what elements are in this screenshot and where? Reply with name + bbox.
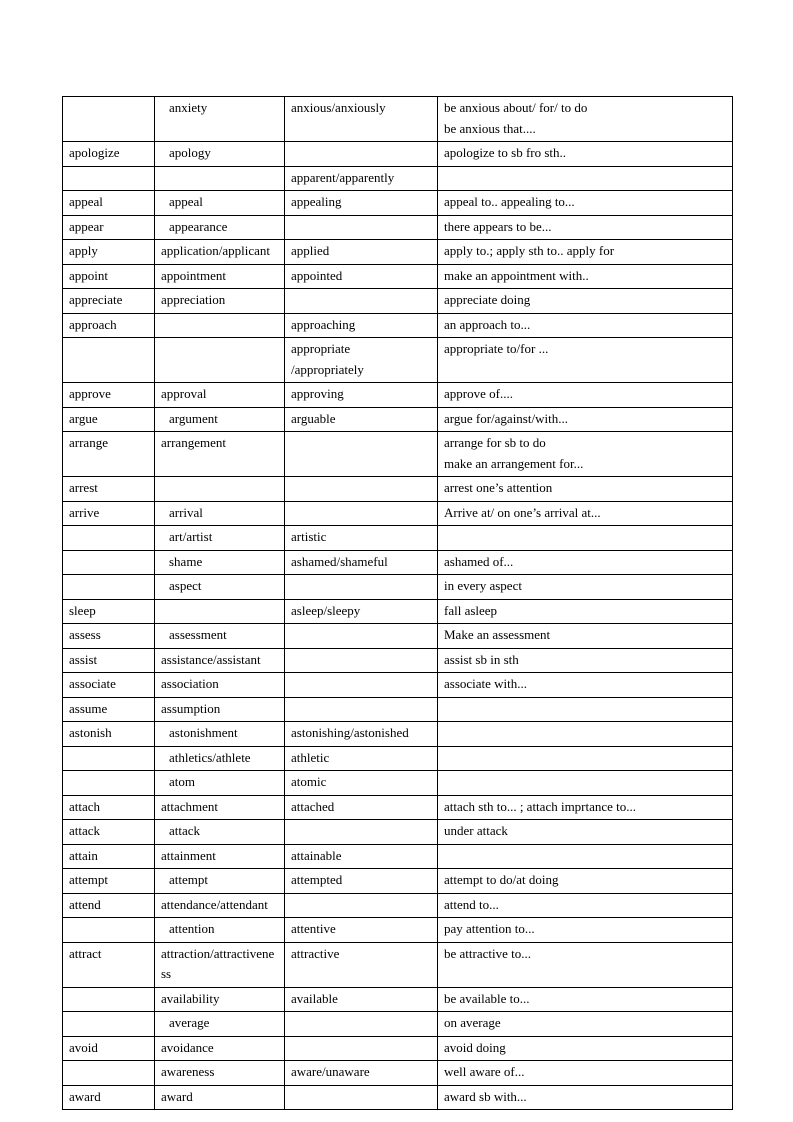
- usage-cell: ashamed of...: [438, 550, 733, 575]
- verb-cell: arrest: [63, 477, 155, 502]
- table-row: [63, 313, 733, 338]
- usage-cell: [438, 746, 733, 771]
- noun-cell: [155, 166, 285, 191]
- verb-cell: [63, 746, 155, 771]
- vocabulary-table: [62, 96, 733, 1110]
- table-row: [63, 1061, 733, 1086]
- usage-cell: assist sb in sth: [438, 648, 733, 673]
- adjective-cell: attached: [285, 795, 438, 820]
- verb-cell: [63, 97, 155, 142]
- verb-cell: [63, 338, 155, 383]
- usage-cell: award sb with...: [438, 1085, 733, 1110]
- table-row: [63, 844, 733, 869]
- verb-cell: [63, 526, 155, 551]
- adjective-cell: appointed: [285, 264, 438, 289]
- noun-cell: availability: [155, 987, 285, 1012]
- usage-cell: [438, 526, 733, 551]
- adjective-cell: aware/unaware: [285, 1061, 438, 1086]
- adjective-cell: approaching: [285, 313, 438, 338]
- verb-cell: astonish: [63, 722, 155, 747]
- adjective-cell: apparent/apparently: [285, 166, 438, 191]
- noun-cell: awareness: [155, 1061, 285, 1086]
- noun-cell: avoidance: [155, 1036, 285, 1061]
- usage-cell: pay attention to...: [438, 918, 733, 943]
- adjective-cell: [285, 648, 438, 673]
- noun-cell: attainment: [155, 844, 285, 869]
- noun-cell: average: [155, 1012, 285, 1037]
- table-row: [63, 1085, 733, 1110]
- table-row: [63, 820, 733, 845]
- usage-cell: well aware of...: [438, 1061, 733, 1086]
- adjective-cell: [285, 820, 438, 845]
- adjective-cell: [285, 501, 438, 526]
- verb-cell: approve: [63, 383, 155, 408]
- verb-cell: [63, 1012, 155, 1037]
- adjective-cell: [285, 477, 438, 502]
- table-row: [63, 722, 733, 747]
- table-row: [63, 501, 733, 526]
- table-row: [63, 191, 733, 216]
- verb-cell: award: [63, 1085, 155, 1110]
- usage-cell: arrange for sb to do make an arrangement for...: [438, 432, 733, 477]
- usage-cell: arrest one’s attention: [438, 477, 733, 502]
- usage-cell: under attack: [438, 820, 733, 845]
- noun-cell: atom: [155, 771, 285, 796]
- table-row: [63, 289, 733, 314]
- usage-cell: in every aspect: [438, 575, 733, 600]
- table-row: [63, 240, 733, 265]
- noun-cell: anxiety: [155, 97, 285, 142]
- verb-cell: [63, 166, 155, 191]
- verb-cell: assess: [63, 624, 155, 649]
- table-row: [63, 97, 733, 142]
- usage-cell: there appears to be...: [438, 215, 733, 240]
- verb-cell: assume: [63, 697, 155, 722]
- noun-cell: argument: [155, 407, 285, 432]
- usage-cell: Arrive at/ on one’s arrival at...: [438, 501, 733, 526]
- usage-cell: [438, 722, 733, 747]
- adjective-cell: astonishing/astonished: [285, 722, 438, 747]
- adjective-cell: attentive: [285, 918, 438, 943]
- adjective-cell: appropriate /appropriately: [285, 338, 438, 383]
- verb-cell: [63, 771, 155, 796]
- table-row: [63, 215, 733, 240]
- table-row: [63, 1036, 733, 1061]
- table-row: [63, 771, 733, 796]
- adjective-cell: [285, 624, 438, 649]
- adjective-cell: [285, 697, 438, 722]
- usage-cell: make an appointment with..: [438, 264, 733, 289]
- adjective-cell: [285, 215, 438, 240]
- noun-cell: attempt: [155, 869, 285, 894]
- noun-cell: appearance: [155, 215, 285, 240]
- verb-cell: avoid: [63, 1036, 155, 1061]
- usage-cell: an approach to...: [438, 313, 733, 338]
- noun-cell: [155, 599, 285, 624]
- usage-cell: appeal to.. appealing to...: [438, 191, 733, 216]
- table-row: [63, 142, 733, 167]
- usage-cell: associate with...: [438, 673, 733, 698]
- noun-cell: appeal: [155, 191, 285, 216]
- noun-cell: shame: [155, 550, 285, 575]
- adjective-cell: attractive: [285, 942, 438, 987]
- adjective-cell: artistic: [285, 526, 438, 551]
- verb-cell: associate: [63, 673, 155, 698]
- table-row: [63, 795, 733, 820]
- verb-cell: appoint: [63, 264, 155, 289]
- verb-cell: [63, 918, 155, 943]
- noun-cell: [155, 338, 285, 383]
- noun-cell: attack: [155, 820, 285, 845]
- usage-cell: [438, 166, 733, 191]
- verb-cell: attack: [63, 820, 155, 845]
- table-row: [63, 746, 733, 771]
- adjective-cell: athletic: [285, 746, 438, 771]
- table-row: [63, 477, 733, 502]
- usage-cell: apologize to sb fro sth..: [438, 142, 733, 167]
- verb-cell: [63, 987, 155, 1012]
- adjective-cell: [285, 673, 438, 698]
- table-row: [63, 338, 733, 383]
- noun-cell: apology: [155, 142, 285, 167]
- table-row: [63, 869, 733, 894]
- adjective-cell: appealing: [285, 191, 438, 216]
- noun-cell: arrangement: [155, 432, 285, 477]
- adjective-cell: atomic: [285, 771, 438, 796]
- verb-cell: appreciate: [63, 289, 155, 314]
- usage-cell: approve of....: [438, 383, 733, 408]
- noun-cell: award: [155, 1085, 285, 1110]
- adjective-cell: ashamed/shameful: [285, 550, 438, 575]
- table-row: [63, 942, 733, 987]
- noun-cell: application/applicant: [155, 240, 285, 265]
- table-row: [63, 987, 733, 1012]
- adjective-cell: anxious/anxiously: [285, 97, 438, 142]
- usage-cell: fall asleep: [438, 599, 733, 624]
- usage-cell: attend to...: [438, 893, 733, 918]
- table-row: [63, 648, 733, 673]
- verb-cell: arrive: [63, 501, 155, 526]
- verb-cell: attain: [63, 844, 155, 869]
- verb-cell: [63, 1061, 155, 1086]
- noun-cell: [155, 313, 285, 338]
- adjective-cell: [285, 575, 438, 600]
- adjective-cell: [285, 893, 438, 918]
- verb-cell: argue: [63, 407, 155, 432]
- usage-cell: Make an assessment: [438, 624, 733, 649]
- usage-cell: appreciate doing: [438, 289, 733, 314]
- verb-cell: arrange: [63, 432, 155, 477]
- adjective-cell: [285, 1036, 438, 1061]
- noun-cell: association: [155, 673, 285, 698]
- usage-cell: [438, 771, 733, 796]
- verb-cell: [63, 575, 155, 600]
- adjective-cell: asleep/sleepy: [285, 599, 438, 624]
- usage-cell: apply to.; apply sth to.. apply for: [438, 240, 733, 265]
- adjective-cell: attainable: [285, 844, 438, 869]
- adjective-cell: attempted: [285, 869, 438, 894]
- table-row: [63, 166, 733, 191]
- noun-cell: assumption: [155, 697, 285, 722]
- usage-cell: [438, 844, 733, 869]
- noun-cell: appointment: [155, 264, 285, 289]
- noun-cell: aspect: [155, 575, 285, 600]
- verb-cell: attend: [63, 893, 155, 918]
- noun-cell: astonishment: [155, 722, 285, 747]
- table-row: [63, 673, 733, 698]
- adjective-cell: [285, 289, 438, 314]
- table-row: [63, 432, 733, 477]
- table-row: [63, 526, 733, 551]
- usage-cell: [438, 697, 733, 722]
- adjective-cell: approving: [285, 383, 438, 408]
- verb-cell: attract: [63, 942, 155, 987]
- usage-cell: avoid doing: [438, 1036, 733, 1061]
- noun-cell: appreciation: [155, 289, 285, 314]
- noun-cell: approval: [155, 383, 285, 408]
- table-row: [63, 264, 733, 289]
- usage-cell: be anxious about/ for/ to do be anxious that....: [438, 97, 733, 142]
- table-row: [63, 1012, 733, 1037]
- noun-cell: art/artist: [155, 526, 285, 551]
- verb-cell: approach: [63, 313, 155, 338]
- noun-cell: attendance/attendant: [155, 893, 285, 918]
- table-row: [63, 599, 733, 624]
- usage-cell: be attractive to...: [438, 942, 733, 987]
- table-row: [63, 575, 733, 600]
- adjective-cell: arguable: [285, 407, 438, 432]
- verb-cell: [63, 550, 155, 575]
- noun-cell: attraction/attractiveness: [155, 942, 285, 987]
- usage-cell: argue for/against/with...: [438, 407, 733, 432]
- table-row: [63, 697, 733, 722]
- adjective-cell: available: [285, 987, 438, 1012]
- table-row: [63, 624, 733, 649]
- adjective-cell: applied: [285, 240, 438, 265]
- table-row: [63, 893, 733, 918]
- adjective-cell: [285, 1085, 438, 1110]
- verb-cell: appeal: [63, 191, 155, 216]
- noun-cell: assistance/assistant: [155, 648, 285, 673]
- verb-cell: apply: [63, 240, 155, 265]
- table-row: [63, 383, 733, 408]
- table-row: [63, 550, 733, 575]
- verb-cell: apologize: [63, 142, 155, 167]
- usage-cell: be available to...: [438, 987, 733, 1012]
- adjective-cell: [285, 432, 438, 477]
- noun-cell: [155, 477, 285, 502]
- verb-cell: assist: [63, 648, 155, 673]
- verb-cell: appear: [63, 215, 155, 240]
- usage-cell: attempt to do/at doing: [438, 869, 733, 894]
- usage-cell: on average: [438, 1012, 733, 1037]
- verb-cell: attempt: [63, 869, 155, 894]
- noun-cell: attachment: [155, 795, 285, 820]
- table-row: [63, 407, 733, 432]
- usage-cell: attach sth to... ; attach imprtance to...: [438, 795, 733, 820]
- noun-cell: arrival: [155, 501, 285, 526]
- usage-cell: appropriate to/for ...: [438, 338, 733, 383]
- noun-cell: assessment: [155, 624, 285, 649]
- noun-cell: athletics/athlete: [155, 746, 285, 771]
- table-row: [63, 918, 733, 943]
- verb-cell: sleep: [63, 599, 155, 624]
- verb-cell: attach: [63, 795, 155, 820]
- noun-cell: attention: [155, 918, 285, 943]
- adjective-cell: [285, 142, 438, 167]
- vocabulary-table-body: [63, 97, 733, 1110]
- adjective-cell: [285, 1012, 438, 1037]
